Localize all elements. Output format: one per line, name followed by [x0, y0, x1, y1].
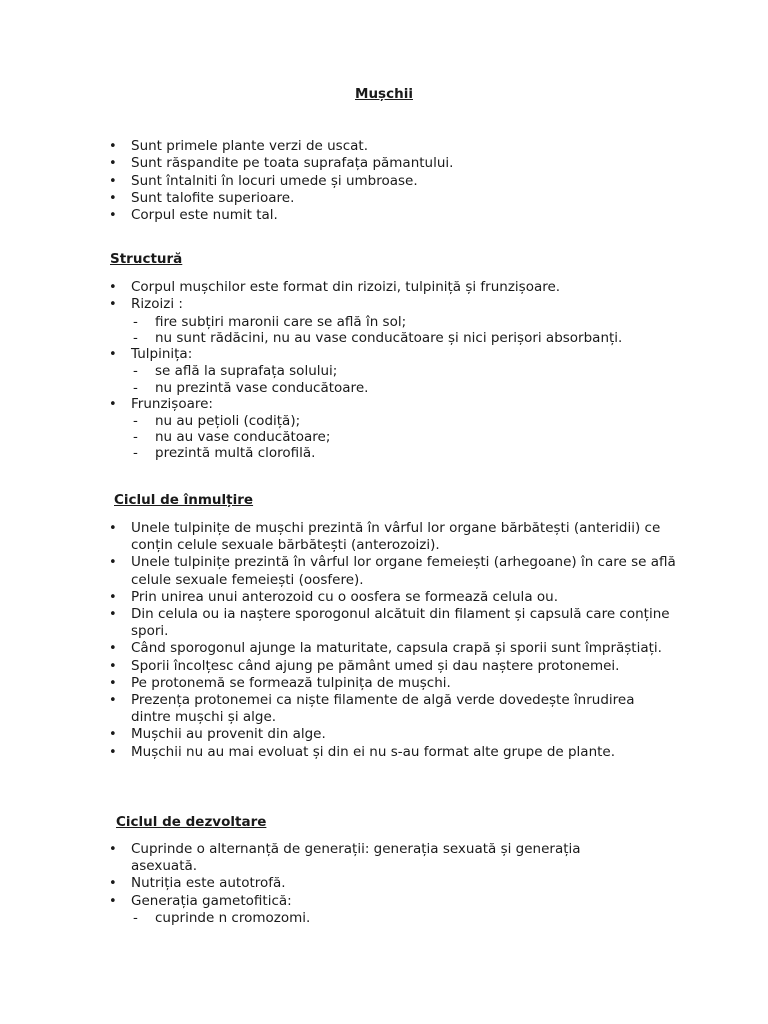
structura-subitem	[131, 380, 727, 396]
inmultire-item-text: Prezența protonemei ca niște filamente de algă verde dovedește înrudirea dintre mușchi și alge.	[131, 692, 635, 726]
inmultire-item	[107, 589, 677, 606]
inmultire-item	[107, 692, 677, 726]
structura-sublist	[131, 413, 727, 462]
structura-item-text: Frunzișoare:	[131, 395, 213, 412]
structura-subitem	[131, 445, 727, 461]
inmultire-item-text: Pe protonemă se formează tulpinița de mușchi.	[131, 674, 451, 691]
structura-subitem	[131, 429, 727, 445]
inmultire-item-text: Prin unirea unui anterozoid cu o oosfera se formează celula ou.	[131, 588, 558, 605]
dezvoltare-item	[107, 893, 627, 926]
inmultire-item-text: Mușchii au provenit din alge.	[131, 726, 326, 743]
structura-item	[107, 396, 727, 462]
inmultire-item	[107, 606, 677, 640]
inmultire-item-text: Unele tulpinițe prezintă în vârful lor organe femeiești (arhegoane) în care se află celule sexuale femeiești (oosfere).	[131, 554, 676, 588]
structura-subitem-text: nu sunt rădăcini, nu au vase conducătoare și nici perișori absorbanți.	[155, 329, 623, 346]
dezvoltare-item-text: Cuprinde o alternanță de generații: generația sexuată și generația asexuată.	[131, 841, 581, 875]
structura-subitem	[131, 413, 727, 429]
dezvoltare-item-text: Nutriția este autotrofă.	[131, 875, 286, 892]
inmultire-item-text: Când sporogonul ajunge la maturitate, capsula crapă și sporii sunt împrăștiați.	[131, 640, 662, 657]
structura-subitem	[131, 314, 727, 330]
structura-sublist	[131, 314, 727, 346]
dezvoltare-item	[107, 875, 627, 892]
dezvoltare-subitem-text: cuprinde n cromozomi.	[155, 909, 311, 926]
dezvoltare-subitem	[131, 910, 627, 926]
intro-item-text: Sunt întalniti în locuri umede și umbroase.	[131, 172, 418, 189]
structura-subitem-text: se află la suprafața solului;	[155, 363, 338, 380]
intro-item	[107, 190, 727, 207]
structura-subitem-text: nu au pețioli (codiță);	[155, 413, 301, 429]
structura-item-text: Tulpinița:	[131, 346, 193, 362]
inmultire-item-text: Mușchii nu au mai evoluat și din ei nu s-au format alte grupe de plante.	[131, 743, 616, 760]
structura-subitem-text: fire subțiri maronii care se află în sol;	[155, 313, 407, 330]
structura-list	[107, 279, 727, 462]
structura-subitem	[131, 330, 727, 346]
inmultire-item	[107, 554, 677, 588]
structura-item-text: Rizoizi :	[131, 296, 183, 313]
intro-item	[107, 173, 727, 190]
structura-subitem	[131, 363, 727, 379]
intro-item-text: Sunt talofite superioare.	[131, 189, 295, 206]
inmultire-item-text: Din celula ou ia naștere sporogonul alcătuit din filament și capsulă care conține spori.	[131, 606, 670, 640]
inmultire-item	[107, 640, 677, 657]
page-title: Mușchii	[355, 86, 413, 102]
inmultire-item-text: Unele tulpinițe de mușchi prezintă în vârful lor organe bărbătești (anteridii) ce conțin celule sexuale bărbătești (anterozoizi).	[131, 520, 661, 554]
inmultire-item	[107, 726, 677, 743]
dezvoltare-list	[107, 841, 627, 926]
structura-subitem-text: nu au vase conducătoare;	[155, 429, 331, 446]
structura-subitem-text: prezintă multă clorofilă.	[155, 445, 316, 462]
intro-list	[107, 138, 727, 224]
dezvoltare-sublist	[131, 910, 627, 926]
structura-item	[107, 346, 727, 396]
structura-item-text: Corpul mușchilor este format din rizoizi, tulpiniță și frunzișoare.	[131, 279, 561, 295]
intro-item	[107, 155, 727, 172]
inmultire-item	[107, 675, 677, 692]
structura-sublist	[131, 363, 727, 395]
intro-item-text: Corpul este numit tal.	[131, 207, 278, 224]
intro-item-text: Sunt primele plante verzi de uscat.	[131, 138, 368, 154]
intro-item-text: Sunt răspandite pe toata suprafața pămantului.	[131, 155, 454, 172]
dezvoltare-heading: Ciclul de dezvoltare	[116, 814, 267, 830]
inmultire-item	[107, 520, 677, 554]
inmultire-heading: Ciclul de înmulțire	[114, 492, 254, 508]
dezvoltare-item	[107, 841, 627, 875]
inmultire-item	[107, 658, 677, 675]
inmultire-item-text: Sporii încolțesc când ajung pe pământ umed și dau naștere protonemei.	[131, 657, 620, 674]
intro-item	[107, 138, 727, 155]
structura-item	[107, 279, 727, 296]
structura-item	[107, 296, 727, 346]
structura-heading: Structură	[110, 251, 183, 267]
intro-item	[107, 207, 727, 224]
inmultire-list	[107, 520, 677, 761]
structura-subitem-text: nu prezintă vase conducătoare.	[155, 379, 369, 396]
inmultire-item	[107, 744, 677, 761]
dezvoltare-item-text: Generația gametofitică:	[131, 892, 292, 909]
